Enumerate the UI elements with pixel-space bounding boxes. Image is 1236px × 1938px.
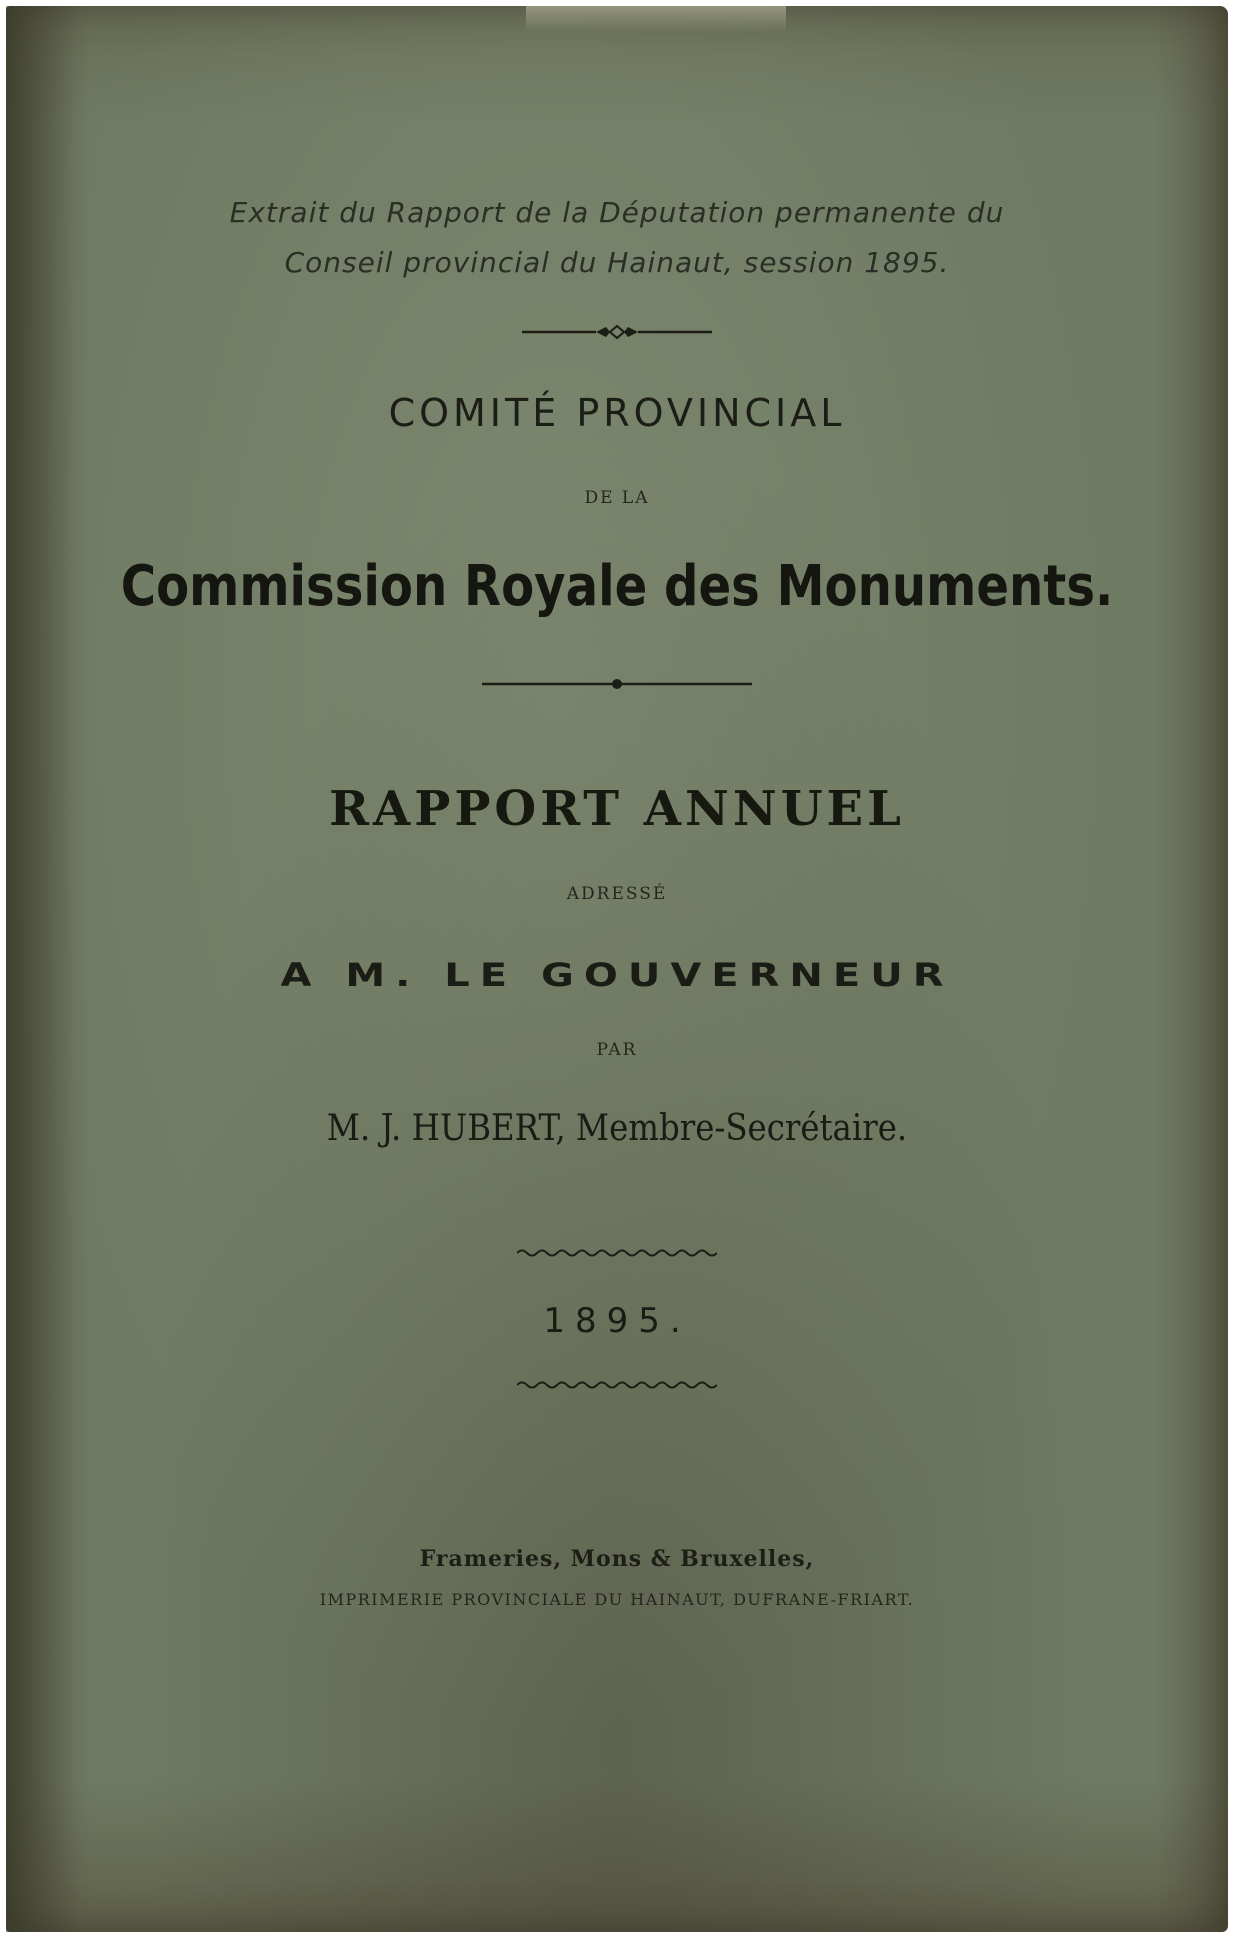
wave-divider-bottom: [6, 1378, 1228, 1392]
ornament-divider-top: [6, 324, 1228, 340]
ornament-divider-middle: [6, 676, 1228, 692]
author-line: M. J. HUBERT, Membre-Secrétaire.: [326, 1108, 908, 1149]
commission-title: Commission Royale des Monuments.: [120, 554, 1114, 619]
gouverneur-line: A M. LE GOUVERNEUR: [280, 956, 954, 994]
de-la-text: DE LA: [584, 488, 650, 508]
adresse-text: ADRESSÉ: [566, 884, 668, 904]
par-text: PAR: [596, 1040, 638, 1060]
wave-divider-top: [6, 1246, 1228, 1260]
book-cover: [6, 6, 1228, 1932]
rapport-annuel-heading: RAPPORT ANNUEL: [329, 781, 905, 837]
torn-edge: [526, 6, 786, 32]
comite-heading: COMITÉ PROVINCIAL: [388, 391, 846, 435]
extrait-line-2: Conseil provincial du Hainaut, session 1895.: [284, 246, 950, 279]
printer-line: IMPRIMERIE PROVINCIALE DU HAINAUT, DUFRANE-FRIART.: [319, 1590, 915, 1609]
extrait-line-1: Extrait du Rapport de la Députation permanente du: [229, 196, 1005, 229]
publication-year: 1895.: [543, 1301, 691, 1341]
publisher-line: Frameries, Mons & Bruxelles,: [419, 1546, 815, 1572]
